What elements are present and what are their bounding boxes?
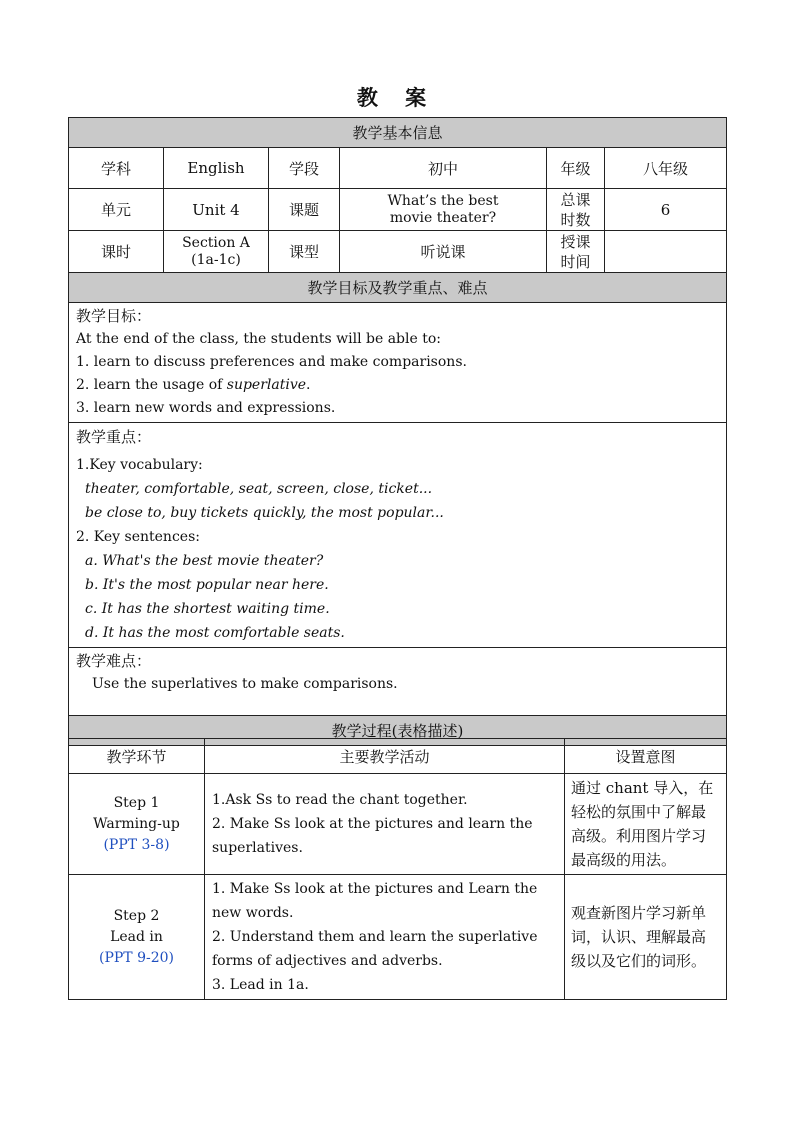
step2-ppt: (PPT 9-20) xyxy=(98,949,174,966)
basic-info-table xyxy=(68,117,727,746)
key-sentence-d: d. It has the most comfortable seats. xyxy=(85,625,345,641)
subject-value: English xyxy=(164,148,269,189)
step2-purpose: 观查新图片学习新单词，认识、理解最高级以及它们的词形。 xyxy=(565,875,727,1000)
basic-info-header: 教学基本信息 xyxy=(69,118,727,148)
objectives-header: 教学目标及教学重点、难点 xyxy=(69,273,727,303)
step2-activity-1: 1. Make Ss look at the pictures and Learn the new words. xyxy=(212,881,538,921)
grade-value: 八年级 xyxy=(605,148,727,189)
step1-activity-2: 2. Make Ss look at the pictures and learn the superlatives. xyxy=(212,816,533,856)
period-value-line1: Section A xyxy=(182,234,250,251)
subject-label: 学科 xyxy=(69,148,164,189)
period-value xyxy=(164,231,269,273)
topic-label: 课题 xyxy=(269,189,340,231)
goal-2-suffix: . xyxy=(306,377,311,393)
process-header: 教学过程(表格描述) xyxy=(69,716,727,746)
key-sentence-c: c. It has the shortest waiting time. xyxy=(85,601,330,617)
key-vocab-label: 1.Key vocabulary: xyxy=(76,457,203,473)
lesson-type-value: 听说课 xyxy=(340,231,547,273)
step1-activity-1: 1.Ask Ss to read the chant together. xyxy=(212,792,468,808)
key-sentences-label: 2. Key sentences: xyxy=(76,529,200,545)
key-sentence-a: a. What's the best movie theater? xyxy=(85,553,324,569)
key-vocab-line2: be close to, buy tickets quickly, the most popular... xyxy=(85,505,444,521)
process-table xyxy=(68,738,727,1000)
key-vocab-line1: theater, comfortable, seat, screen, close, ticket... xyxy=(85,481,433,497)
period-value-line2: (1a-1c) xyxy=(191,251,241,268)
topic-value: What’s the best movie theater? xyxy=(340,189,547,231)
step2-name: Step 2 xyxy=(113,907,160,924)
teaching-goals-cell xyxy=(69,303,727,423)
key-points-label: 教学重点： xyxy=(76,428,152,446)
step1-activities xyxy=(205,774,565,875)
difficulty-cell xyxy=(69,648,727,716)
lesson-time-label: 授课时间 xyxy=(547,231,605,273)
lesson-time-value xyxy=(605,231,727,273)
unit-value: Unit 4 xyxy=(164,189,269,231)
total-periods-label: 总课时数 xyxy=(547,189,605,231)
goal-2-italic: superlative xyxy=(226,377,307,393)
step1-sub: Warming-up xyxy=(93,815,180,832)
step2-activity-3: 3. Lead in 1a. xyxy=(212,977,309,993)
difficulty-label: 教学难点： xyxy=(76,652,152,670)
difficulty-text: Use the superlatives to make comparisons. xyxy=(92,676,398,692)
goal-2-prefix: 2. learn the usage of xyxy=(76,377,227,393)
total-periods-value: 6 xyxy=(605,189,727,231)
unit-label: 单元 xyxy=(69,189,164,231)
key-sentence-b: b. It's the most popular near here. xyxy=(85,577,329,593)
col-step-header: 教学环节 xyxy=(69,739,205,774)
step1-ppt: (PPT 3-8) xyxy=(103,836,170,853)
stage-label: 学段 xyxy=(269,148,340,189)
grade-label: 年级 xyxy=(547,148,605,189)
step2-sub: Lead in xyxy=(110,928,163,945)
step2-activity-2: 2. Understand them and learn the superlative forms of adjectives and adverbs. xyxy=(212,929,538,969)
goal-1: 1. learn to discuss preferences and make comparisons. xyxy=(76,354,467,370)
step2-activities xyxy=(205,875,565,1000)
document-title: 教 案 xyxy=(356,85,437,110)
goal-3: 3. learn new words and expressions. xyxy=(76,400,336,416)
goals-label: 教学目标： xyxy=(76,307,152,325)
step2-cell xyxy=(69,875,205,1000)
goals-intro: At the end of the class, the students will be able to: xyxy=(76,331,441,347)
col-activity-header: 主要教学活动 xyxy=(205,739,565,774)
period-label: 课时 xyxy=(69,231,164,273)
step1-cell xyxy=(69,774,205,875)
stage-value: 初中 xyxy=(340,148,547,189)
goal-2 xyxy=(76,374,719,397)
col-purpose-header: 设置意图 xyxy=(565,739,727,774)
lesson-type-label: 课型 xyxy=(269,231,340,273)
step1-name: Step 1 xyxy=(113,794,160,811)
key-points-cell xyxy=(69,423,727,648)
step1-purpose: 通过 chant 导入，在轻松的氛围中了解最高级。利用图片学习最高级的用法。 xyxy=(565,774,727,875)
